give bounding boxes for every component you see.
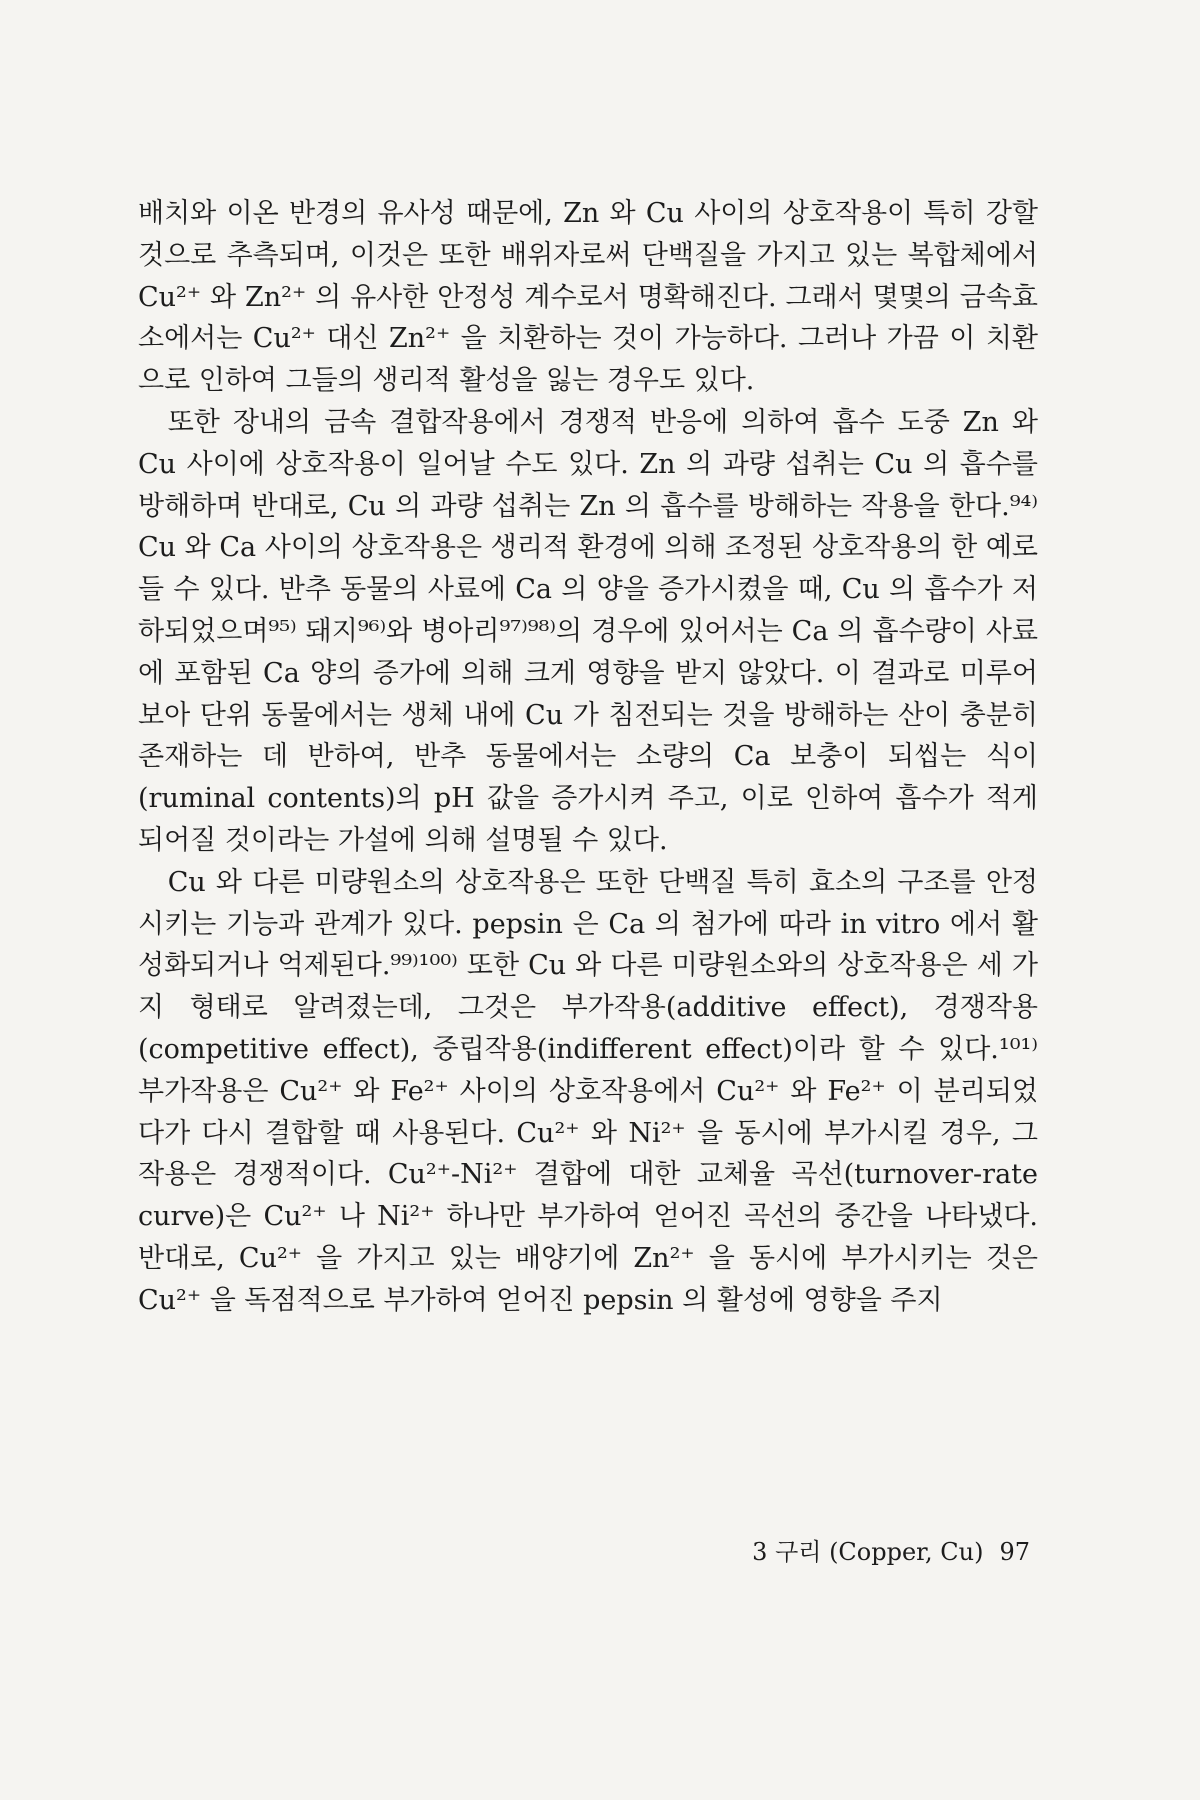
paragraph-3-text: Cu 와 다른 미량원소의 상호작용은 또한 단백질 특히 효소의 구조를 안정시키는 기능과 관계가 있다. pepsin 은 Ca 의 첨가에 따라 in vitro 에서 활성화되거나 억제된다.⁹⁹⁾¹⁰⁰⁾ 또한 Cu 와 다른 미량원소와의 상호작용은 세 가지 형태로 알려졌는데, 그것은 부가작용(additive effect), 경쟁작용(competitive effect), 중립작용(indifferent effect)이라 할 수 있다.¹⁰¹⁾ 부가작용은 Cu²⁺ 와 Fe²⁺ 사이의 상호작용에서 Cu²⁺ 와 Fe²⁺ 이 분리되었다가 다시 결합할 때 사용된다. Cu²⁺ 와 Ni²⁺ 을 동시에 부가시킬 경우, 그 작용은 경쟁적이다. Cu²⁺-Ni²⁺ 결합에 대한 교체율 곡선(turnover-rate curve)은 Cu²⁺ 나 Ni²⁺ 하나만 부가하여 얻어진 곡선의 중간을 나타냈다. 반대로, Cu²⁺ 을 가지고 있는 배양기에 Zn²⁺ 을 동시에 부가시키는 것은 Cu²⁺ 을 독점적으로 부가하여 얻어진 pepsin 의 활성에 영향을 주지 [138, 866, 1038, 1316]
page-number: 97 [999, 1538, 1030, 1566]
paragraph-2 [138, 402, 1038, 862]
paragraph-3 [138, 862, 1038, 1322]
paragraph-1-text: 배치와 이온 반경의 유사성 때문에, Zn 와 Cu 사이의 상호작용이 특히 강할 것으로 추측되며, 이것은 또한 배위자로써 단백질을 가지고 있는 복합체에서 Cu²⁺ 와 Zn²⁺ 의 유사한 안정성 계수로서 명확해진다. 그래서 몇몇의 금속효소에서는 Cu²⁺ 대신 Zn²⁺ 을 치환하는 것이 가능하다. 그러나 가끔 이 치환으로 인하여 그들의 생리적 활성을 잃는 경우도 있다. [138, 198, 1038, 397]
paragraph-2-text: 또한 장내의 금속 결합작용에서 경쟁적 반응에 의하여 흡수 도중 Zn 와 Cu 사이에 상호작용이 일어날 수도 있다. Zn 의 과량 섭취는 Cu 의 흡수를 방해하며 반대로, Cu 의 과량 섭취는 Zn 의 흡수를 방해하는 작용을 한다.⁹⁴⁾ Cu 와 Ca 사이의 상호작용은 생리적 환경에 의해 조정된 상호작용의 한 예로 들 수 있다. 반추 동물의 사료에 Ca 의 양을 증가시켰을 때, Cu 의 흡수가 저하되었으며⁹⁵⁾ 돼지⁹⁶⁾와 병아리⁹⁷⁾⁹⁸⁾의 경우에 있어서는 Ca 의 흡수량이 사료에 포함된 Ca 양의 증가에 의해 크게 영향을 받지 않았다. 이 결과로 미루어 보아 단위 동물에서는 생체 내에 Cu 가 침전되는 것을 방해하는 산이 충분히 존재하는 데 반하여, 반추 동물에서는 소량의 Ca 보충이 되씹는 식이(ruminal contents)의 pH 값을 증가시켜 주고, 이로 인하여 흡수가 적게 되어질 것이라는 가설에 의해 설명될 수 있다. [138, 406, 1038, 856]
paragraph-1 [138, 193, 1038, 402]
body-text [138, 193, 1038, 1322]
page-footer [700, 1537, 1030, 1567]
running-head: 3 구리 (Copper, Cu) [752, 1538, 984, 1566]
